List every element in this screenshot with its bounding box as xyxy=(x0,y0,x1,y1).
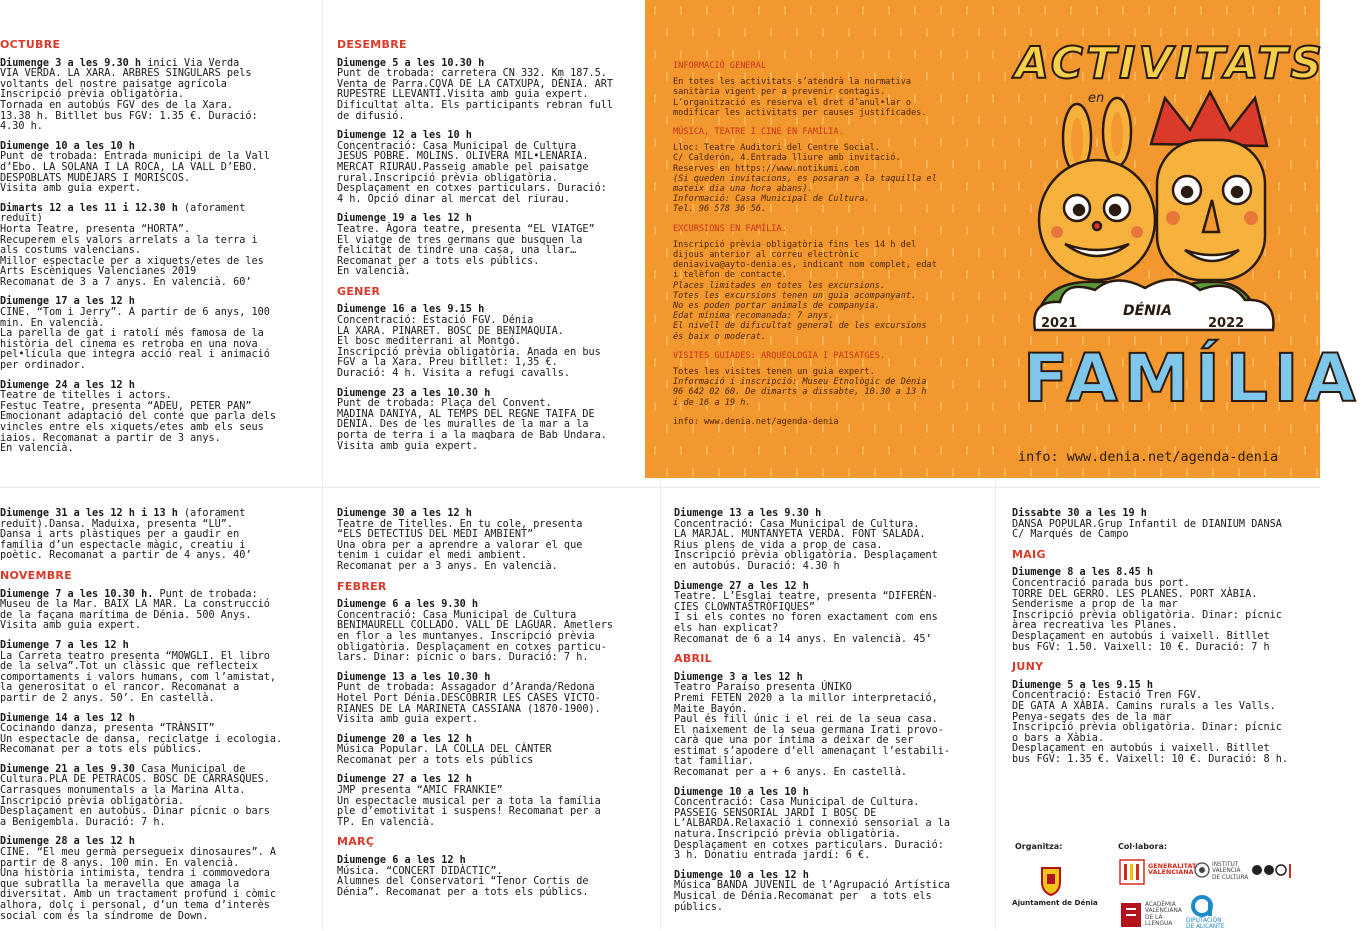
event-line: Desplaçament en autobús i vaixell. Bitllet xyxy=(1012,630,1270,642)
event-line: I si els contes no foren exactament com ens xyxy=(674,612,938,624)
event-line: Visita amb guia expert. xyxy=(0,620,142,632)
event-line: pel•lícula que integra acció real i animació xyxy=(0,349,270,361)
month-heading: OCTUBRE xyxy=(0,38,61,51)
event-date: Diumenge 10 a les 10 h xyxy=(674,786,809,798)
event-line: Maite Bayón. xyxy=(674,703,748,715)
event-date: Diumenge 28 a les 12 h xyxy=(0,836,135,848)
column-novembre xyxy=(0,509,318,931)
event-date: Diumenge 8 a les 8.45 h xyxy=(1012,567,1154,579)
event-line: CINE. “Tom i Jerry”. A partir de 6 anys, 100 xyxy=(0,307,270,319)
event-line: En valencià. xyxy=(0,443,74,455)
diputacio-logo-icon xyxy=(1190,895,1214,917)
event-line: El naixement de la seua germana Irati provo- xyxy=(674,724,944,736)
info-web: info: www.denia.net/agenda-denia xyxy=(673,416,839,427)
event-line: Teatre de Titelles. En tu cole, presenta xyxy=(337,518,583,530)
event-line: Inscripció prèvia obligatòria. Dinar: pícnic xyxy=(1012,609,1282,621)
info-line: Reserves en https://www.notikumi.com xyxy=(673,163,860,174)
event-entry xyxy=(0,59,310,133)
event-date: Diumenge 17 a les 12 h xyxy=(0,296,135,308)
event-line: Un espectacle musical per a tota la família xyxy=(337,795,601,807)
column-maig-juny xyxy=(1012,509,1317,774)
event-line: TP. En valencià. xyxy=(337,816,436,828)
event-line: Arts Escèniques Valencianes 2019 xyxy=(0,266,197,278)
event-line: Emocionant adaptació del conte que parla dels xyxy=(0,411,277,423)
month-heading: FEBRER xyxy=(337,579,387,593)
info-line-italic: No es poden portar animals de companyia. xyxy=(673,301,880,312)
event-date: Diumenge 16 a les 9.15 h xyxy=(337,304,485,316)
event-date-note: Casa Municipal de xyxy=(134,763,246,775)
event-date-note: Punt de trobada: xyxy=(153,588,258,600)
cover-year-left: 2021 xyxy=(1041,316,1078,331)
institut-logo-icon xyxy=(1194,862,1210,878)
event-entry xyxy=(674,673,992,779)
month-heading: JUNY xyxy=(1012,660,1044,674)
event-date-note: inici Via Verda xyxy=(141,57,240,69)
event-entry xyxy=(337,673,655,726)
month-heading: DESEMBRE xyxy=(337,38,407,51)
event-line: LA MARJAL. MUNTANYETA VERDA. FONT SALADA. xyxy=(674,529,926,541)
event-line: Recomanat per a 3 anys. En valencià. xyxy=(337,560,558,572)
info-line: deniaviva@ayto-denia.es, indicant nom complet, edat xyxy=(673,260,937,271)
event-line: “ELS DETECTIUS DEL MEDI AMBIENT” xyxy=(337,529,534,541)
event-line: natura.Inscripció prèvia obligatòria. xyxy=(674,829,901,841)
cover-title: ACTIVITATS xyxy=(1015,38,1325,89)
event-line: Punt de trobada: Assagador d’Aranda/Redona xyxy=(337,682,595,694)
event-entry xyxy=(0,641,318,705)
event-entry xyxy=(337,305,647,379)
event-line: RIANES DE LA MARINETA CASSIANA (1870-1900). xyxy=(337,703,601,715)
column-desembre-gener xyxy=(337,40,647,461)
event-line: Concentració: Casa Municipal de Cultura xyxy=(337,140,577,152)
event-line: partir de 2 anys. 50’. En castellà. xyxy=(0,692,215,704)
event-entry xyxy=(337,509,655,573)
event-line: C/ Marqués de Campo xyxy=(1012,529,1129,541)
event-entry xyxy=(337,600,655,664)
event-entry xyxy=(0,837,318,922)
info-line-italic: El nivell de dificultat general de les excursions xyxy=(673,321,927,332)
event-line: Rius plens de vida a prop de casa. xyxy=(674,539,883,551)
event-line: de la façana marítima de Dénia. 500 Anys. xyxy=(0,609,252,621)
event-entry xyxy=(0,765,318,829)
event-line: Venta de Parra.COVA DE LA CATXUPA, DÉNIA. ART xyxy=(337,78,614,90)
info-line-italic: Edat mínima recomanada: 7 anys. xyxy=(673,311,834,322)
event-line: àrea recreativa les Planes. xyxy=(1012,620,1178,632)
month-heading: NOVEMBRE xyxy=(0,568,73,582)
institut-label: INSTITUT VALENCIÀ DE CULTURA xyxy=(1212,862,1249,881)
event-line: CINE. “El meu germà persegueix dinosaures”. A xyxy=(0,847,277,859)
event-line: El viatge de tres germans que busquen la xyxy=(337,234,583,246)
cover-year-right: 2022 xyxy=(1208,316,1245,331)
event-entry xyxy=(0,714,318,756)
event-line: els han explicat? xyxy=(674,622,779,634)
event-date: Diumenge 20 a les 12 h xyxy=(337,733,472,745)
event-date: Diumenge 13 a les 10.30 h xyxy=(337,671,491,683)
event-line: Inscripció prèvia obligatòria. Desplaçament xyxy=(674,550,938,562)
column-octubre xyxy=(0,40,310,464)
month-heading: ABRIL xyxy=(674,652,712,666)
organitza-label: Organitza: xyxy=(1015,842,1063,851)
generalitat-label: GENERALITAT VALENCIANA xyxy=(1148,862,1197,877)
event-entry xyxy=(674,788,992,862)
event-entry xyxy=(1012,568,1317,653)
info-line-italic: Tel. 96 578 36 56. xyxy=(673,204,767,215)
event-line: de difusió. xyxy=(337,110,405,122)
event-line: DÉNIA. Des de les muralles de la mar a la xyxy=(337,419,589,431)
event-line: Concentració: Casa Municipal de Cultura. xyxy=(674,797,920,809)
event-entry xyxy=(1012,509,1317,541)
event-line: Carrasques monumentals a la Marina Alta. xyxy=(0,785,246,797)
event-line: família d’un espectacle màgic, creatiu i xyxy=(0,539,246,551)
event-line: per ordinador. xyxy=(0,360,86,372)
event-line: que subratlla la meravella que amaga la xyxy=(0,878,240,890)
info-line: dijous anterior al correu electrònic xyxy=(673,250,860,261)
cover-en: en xyxy=(1088,91,1105,106)
event-line: 4.30 h. xyxy=(0,121,43,133)
event-line: Dansa i arts plàstiques per a gaudir en xyxy=(0,529,240,541)
event-line: Horta Teatre, presenta “HORTA”. xyxy=(0,223,191,235)
event-line: bus FGV: 1.35 €. Vaixell: 10 €. Duració: 8 h. xyxy=(1012,753,1289,765)
event-line: Festuc Teatre, presenta “ADEU, PETER PAN” xyxy=(0,400,252,412)
event-line: Música BANDA JUVENIL de l’Agrupació Artística xyxy=(674,880,951,892)
event-entry xyxy=(337,856,655,898)
event-line: Duració: 4 h. Visita a refugi cavalls. xyxy=(337,368,571,380)
info-line: modificar les activitats per causes justificades. xyxy=(673,107,927,118)
event-line: En valencià. xyxy=(337,266,411,278)
event-line: 13.38 h. Bitllet bus FGV: 1.35 €. Duració: xyxy=(0,110,258,122)
event-line: de la selva”.Tot un clàssic que reflecteix xyxy=(0,661,258,673)
event-line: DESPOBLATS MUDÈJARS I MORISCOS. xyxy=(0,172,191,184)
info-line: i telèfon de contacte. xyxy=(673,270,787,281)
event-line: CIES CLOWNTASTRÒFIQUES” xyxy=(674,601,816,613)
event-line: JESÚS POBRE. MOLINS. OLIVERA MIL•LENÀRIA. xyxy=(337,151,589,163)
info-line-italic: 96 642 02 60. De dimarts a dissabte, 10.30 a 13 h xyxy=(673,387,927,398)
info-line: Lloc: Teatre Auditori del Centre Social. xyxy=(673,143,880,154)
event-line: partir de 8 anys. 100 min. En valencià. xyxy=(0,857,240,869)
event-line: BENIMAURELL COLLADO. VALL DE LAGUAR. Ametlers xyxy=(337,620,614,632)
academia-label: ACADÈMIA VALENCIANA DE LA LLENGUA xyxy=(1145,902,1182,928)
event-line: L’ALBARDA.Relaxació i connexió sensorial a la xyxy=(674,818,951,830)
info-line-italic: Informació i inscripció: Museu Etnològic de Dénia xyxy=(673,377,927,388)
event-line: Concentració: Estació Tren FGV. xyxy=(1012,690,1203,702)
event-line: FGV a la Xara. Preu bitllet: 1,35 €. xyxy=(337,357,558,369)
event-entry xyxy=(674,509,992,573)
info-line-italic: Totes les excursions tenen un guia acompanyant. xyxy=(673,290,917,301)
event-date: Diumenge 13 a les 9.30 h xyxy=(674,508,822,519)
event-line: Inscripció prèvia obligatòria. Anada en bus xyxy=(337,346,601,358)
event-line: Alumnes del Conservatori “Tenor Cortis de xyxy=(337,876,589,888)
event-line: Concentració: Estació FGV. Dénia xyxy=(337,315,534,327)
cover-url: info: www.denia.net/agenda-denia xyxy=(1018,449,1279,465)
event-date: Diumenge 30 a les 12 h xyxy=(337,508,472,519)
entity-logo-icon xyxy=(1250,862,1294,886)
event-line: Música. “CONCERT DIDÀCTIC”. xyxy=(337,865,503,877)
event-line: Premi FETEN 2020 a la millor interpretació, xyxy=(674,692,938,704)
event-line: MADINA DANIYA, AL TEMPS DEL REGNE TAIFA DE xyxy=(337,408,595,420)
event-line: carà que una por íntima a deixar de ser xyxy=(674,735,914,747)
event-line: Un espectacle de dansa, reciclatge i ecologia. xyxy=(0,733,283,745)
event-line: Hotel Port Dénia.DESCOBRIR LES CASES VICTO- xyxy=(337,692,601,704)
event-entry xyxy=(0,204,310,289)
event-line: d’Ebo. LA SOLANA I LA ROCA, LA VALL D’EBO. xyxy=(0,161,258,173)
event-line: estimat s’apodere d’ell amenaçant l’estabili- xyxy=(674,745,951,757)
event-line: història del cinema es retroba en una nova xyxy=(0,338,258,350)
event-line: Inscripció prèvia obligatòria. xyxy=(0,89,185,101)
info-line-italic: (Si queden invitacions, es posaran a la taquilla el xyxy=(673,173,937,184)
diputacio-label: DIPUTACIÓN DE ALICANTE xyxy=(1186,918,1225,931)
event-date: Diumenge 10 a les 10 h xyxy=(0,140,135,152)
cover-panel xyxy=(645,0,1362,478)
event-line: Senderisme a prop de la mar xyxy=(1012,599,1178,611)
event-line: Musical de Dénia.Recomanat per a tots els xyxy=(674,891,932,902)
event-entry xyxy=(337,214,647,278)
event-line: bus FGV: 1.50. Vaixell: 10 €. Duració: 7 h xyxy=(1012,641,1270,653)
event-line: DE GATA A XÀBIA. Camins rurals a les Valls. xyxy=(1012,700,1276,712)
event-line: Concentració: Casa Municipal de Cultura. xyxy=(674,518,920,530)
event-line: PASSEIG SENSORIAL JARDÍ I BOSC DE xyxy=(674,807,877,819)
event-line: a Benigembla. Duració: 7 h. xyxy=(0,816,166,828)
event-date-note: (aforament xyxy=(177,202,246,214)
event-entry xyxy=(337,59,647,123)
event-line: Recomanat per a + 6 anys. En castellà. xyxy=(674,767,908,779)
event-line: poètic. Recomanat a partir de 4 anys. 40’ xyxy=(0,550,252,562)
cover-place: DÉNIA xyxy=(1123,303,1172,319)
event-line: alhora, dolç i personal, d’un tema d’interès xyxy=(0,900,270,911)
event-line: Visita amb guia expert. xyxy=(337,440,479,452)
event-line: en autobús. Duració: 4.30 h xyxy=(674,560,840,572)
event-line: Desplaçament en autobús. Dinar pícnic o bars xyxy=(0,806,270,818)
info-line: En totes les activitats s’atendrà la normativa xyxy=(673,77,911,88)
event-date: Diumenge 21 a les 9.30 Casa Municipal de xyxy=(0,763,246,775)
generalitat-logo-icon xyxy=(1118,858,1146,886)
event-line: Dificultat alta. Els participants rebran full xyxy=(337,99,614,111)
event-line: reduït) xyxy=(0,213,43,225)
info-line-italic: Places limitades en totes les excursions. xyxy=(673,280,886,291)
event-entry xyxy=(0,590,318,632)
event-line: diversitat. Amb un tractament profund i còmic xyxy=(0,889,277,901)
ajuntament-shield-icon xyxy=(1040,866,1062,896)
event-line: iaios. Recomanat a partir de 3 anys. xyxy=(0,432,221,444)
info-line: Inscripció prèvia obligatòria fins les 14 h del xyxy=(673,239,917,250)
event-date: Diumenge 7 a les 10.30 h. Punt de trobada: xyxy=(0,588,258,600)
ajuntament-label: Ajuntament de Dénia xyxy=(1012,898,1098,907)
event-date: Diumenge 10 a les 12 h xyxy=(674,869,809,881)
event-line: Teatre. L’Esglai teatre, presenta “DIFERÈN- xyxy=(674,591,938,603)
event-line: obligatòria. Desplaçament en cotxes particu- xyxy=(337,641,607,653)
event-line: Recuperem els valors arrelats a la terra i xyxy=(0,234,258,246)
info-line: L’organització es reserva el dret d’anul•lar o xyxy=(673,97,911,108)
event-entry xyxy=(674,582,992,646)
info-line: sanitària vigent per a prevenir contagis. xyxy=(673,87,886,98)
event-line: social com és la síndrome de Down. xyxy=(0,910,209,922)
event-line: felicitat de tindre una casa, una llar… xyxy=(337,245,577,257)
event-date: Diumenge 14 a les 12 h xyxy=(0,712,135,724)
event-line: lars. Dinar: pícnic o bars. Duració: 7 h. xyxy=(337,652,589,664)
event-line: Paul és fill únic i el rei de la seua casa. xyxy=(674,714,938,726)
academia-logo-icon xyxy=(1120,902,1142,928)
info-line: C/ Calderón, 4.Entrada lliure amb invitació. xyxy=(673,153,901,164)
event-entry xyxy=(1012,681,1317,766)
info-line-italic: és baix o moderat. xyxy=(673,331,767,342)
event-line: en flor a les muntanyes. Inscripció prèvia xyxy=(337,630,595,642)
event-line: VIA VERDA. LA XARA. ARBRES SINGULARS pels xyxy=(0,68,252,80)
info-music-heading: MÚSICA, TEATRE I CINE EN FAMÍLIA. xyxy=(673,127,844,138)
event-date: Dimarts 12 a les 11 i 12.30 h (aforament xyxy=(0,202,246,214)
event-line: Recomanat de 6 a 14 anys. En valencià. 45’ xyxy=(674,633,932,645)
event-line: tat familiar. xyxy=(674,756,754,768)
event-line: reduït).Dansa. Maduixa, presenta “LÚ”. xyxy=(0,518,234,530)
event-line: Recomanat per a tots els públics. xyxy=(337,255,540,267)
event-date: Diumenge 5 a les 9.15 h xyxy=(1012,679,1154,691)
event-line: TORRE DEL GERRO. LES PLANES. PORT XÀBIA. xyxy=(1012,588,1258,600)
event-line: comportaments i valors humans, com l’amistat, xyxy=(0,671,277,683)
month-heading: MAIG xyxy=(1012,547,1046,561)
event-line: Penya-segats des de la mar xyxy=(1012,711,1172,723)
event-line: Punt de trobada: Plaça del Convent. xyxy=(337,398,552,410)
event-line: Concentració parada bus port. xyxy=(1012,577,1190,589)
event-entry xyxy=(0,509,318,562)
event-line: Desplaçament en cotxes particulars. Duració: xyxy=(337,183,607,195)
column-febrer-marc xyxy=(337,509,655,907)
info-line-italic: mateix dia una hora abans). xyxy=(673,184,813,195)
fold-line-vertical xyxy=(322,0,323,930)
event-line: min. En valencià. xyxy=(0,317,105,329)
event-date: Diumenge 19 a les 12 h xyxy=(337,213,472,225)
event-line: públics. xyxy=(674,901,724,913)
event-date: Diumenge 24 a les 12 h xyxy=(0,379,135,391)
event-line: ple d’emotivitat i suspens! Recomanat per a xyxy=(337,806,601,818)
info-visits-heading: VISITES GUIADES: ARQUEOLOGIA I PAISATGES. xyxy=(673,350,886,361)
event-entry xyxy=(337,775,655,828)
event-line: La Carreta teatro presenta “MOWGLI. El libro xyxy=(0,650,270,662)
event-line: Concentració: Casa Municipal de Cultura xyxy=(337,609,577,621)
event-date-note: (aforament xyxy=(177,508,246,519)
event-line: Cultura.PLA DE PETRACOS. BOSC DE CARRASQUES. xyxy=(0,774,270,786)
event-line: Punt de trobada: Entrada municipi de la Vall xyxy=(0,151,270,163)
info-line-italic: Informació: Casa Municipal de Cultura. xyxy=(673,194,870,205)
info-line: Totes les visites tenen un guia expert. xyxy=(673,367,875,378)
event-date: Diumenge 3 a les 12 h xyxy=(674,671,803,683)
event-line: Una obra per a aprendre a valorar el que xyxy=(337,539,583,551)
event-date: Diumenge 31 a les 12 h i 13 h (aforament xyxy=(0,508,246,519)
event-line: Millor espectacle per a xiquets/etes de les xyxy=(0,255,264,267)
event-date: Diumenge 6 a les 9.30 h xyxy=(337,599,479,611)
event-line: 3 h. Donatiu entrada jardí: 6 €. xyxy=(674,850,871,862)
cover-family: FAMÍLIA xyxy=(1023,340,1362,417)
event-line: Dénia”. Recomanat per a tots els públics. xyxy=(337,886,589,898)
event-line: Inscripció prèvia obligatòria. Dinar: pícnic xyxy=(1012,722,1282,734)
event-line: La parella de gat i ratolí més famosa de la xyxy=(0,328,264,340)
event-line: Visita amb guia expert. xyxy=(337,714,479,726)
event-line: als costums valencians. xyxy=(0,245,142,257)
event-line: MERCAT RIURAU.Passeig amable pel paisatge xyxy=(337,161,589,173)
event-line: Cocinando danza, presenta “TRÀNSIT” xyxy=(0,723,215,735)
event-line: Punt de trobada: carretera CN 332. Km 187.5. xyxy=(337,68,607,80)
event-date: Dissabte 30 a les 19 h xyxy=(1012,508,1147,519)
event-line: LA XARA. PINARET. BOSC DE BENIMAQUIA. xyxy=(337,325,564,337)
event-entry xyxy=(0,381,310,455)
event-entry xyxy=(674,871,992,913)
event-date: Diumenge 5 a les 10.30 h xyxy=(337,57,485,69)
event-line: 4 h. Opció dinar al mercat del riurau. xyxy=(337,193,571,205)
event-line: Recomanat de 3 a 7 anys. En valencià. 60’ xyxy=(0,276,252,288)
event-line: DANSA POPULAR.Grup Infantil de DIANIUM DANSA xyxy=(1012,518,1282,530)
event-entry xyxy=(337,389,647,453)
event-line: Museu de la Mar. BAIX LA MAR. La construcció xyxy=(0,599,270,611)
event-line: la generositat o el rancor. Recomanat a xyxy=(0,682,240,694)
event-date: Diumenge 27 a les 12 h xyxy=(674,580,809,592)
event-line: Desplaçament en cotxes particulars. Duració: xyxy=(674,839,944,851)
event-line: voltants del nostre paisatge agrícola xyxy=(0,78,227,90)
event-line: vincles entre els xiquets/etes amb els seus xyxy=(0,422,264,433)
event-line: Una història intimista, tendra i commovedora xyxy=(0,868,270,880)
event-date: Diumenge 23 a les 10.30 h xyxy=(337,387,491,399)
event-line: Inscripció prèvia obligatòria. xyxy=(0,795,185,807)
event-entry xyxy=(0,142,310,195)
event-date: Diumenge 12 a les 10 h xyxy=(337,130,472,142)
event-line: rural.Inscripció prèvia obligatòria. xyxy=(337,172,558,184)
event-line: Desplaçament en autobús i vaixell. Bitllet xyxy=(1012,743,1270,755)
event-line: Recomanat per a tots els públics xyxy=(337,754,534,766)
month-heading: GENER xyxy=(337,284,381,298)
event-line: porta de terra i a la maqbara de Bab Undara. xyxy=(337,430,607,441)
event-entry xyxy=(337,131,647,205)
event-line: tenim i cuidar el medi ambient. xyxy=(337,550,528,562)
event-line: Teatro Paraíso presenta ÚNIKO xyxy=(674,682,852,694)
info-line-italic: i de 16 a 19 h. xyxy=(673,397,751,408)
info-excursions-heading: EXCURSIONS EN FAMÍLIA. xyxy=(673,223,787,234)
event-line: RUPESTRE LLEVANTÍ.Visita amb guia expert. xyxy=(337,89,589,101)
event-entry xyxy=(337,735,655,767)
event-line: Tornada en autobús FGV des de la Xara. xyxy=(0,99,234,111)
event-date: Diumenge 7 a les 12 h xyxy=(0,639,129,651)
event-line: o bars a Xàbia. xyxy=(1012,732,1105,744)
event-date: Diumenge 3 a les 9.30 h inici Via Verda xyxy=(0,57,240,69)
event-line: JMP presenta “AMIC FRANKIE” xyxy=(337,785,503,797)
collabora-label: Col·labora: xyxy=(1118,842,1168,851)
event-date: Diumenge 27 a les 12 h xyxy=(337,774,472,786)
event-line: Música Popular. LA COLLA DEL CÀNTER xyxy=(337,744,552,756)
column-abril xyxy=(674,509,992,922)
month-heading: MARÇ xyxy=(337,835,375,849)
event-date: Diumenge 6 a les 12 h xyxy=(337,855,466,867)
event-line: Teatre. Àgora teatre, presenta “EL VIATGE” xyxy=(337,223,595,235)
event-entry xyxy=(0,297,310,371)
event-line: El bosc mediterrani al Montgó. xyxy=(337,336,522,348)
info-general-heading: INFORMACIÓ GENERAL xyxy=(673,61,767,71)
event-line: Recomanat per a tots els públics. xyxy=(0,744,203,756)
event-line: Visita amb guia expert. xyxy=(0,183,142,195)
event-line: Teatre de titelles i actors. xyxy=(0,390,172,402)
